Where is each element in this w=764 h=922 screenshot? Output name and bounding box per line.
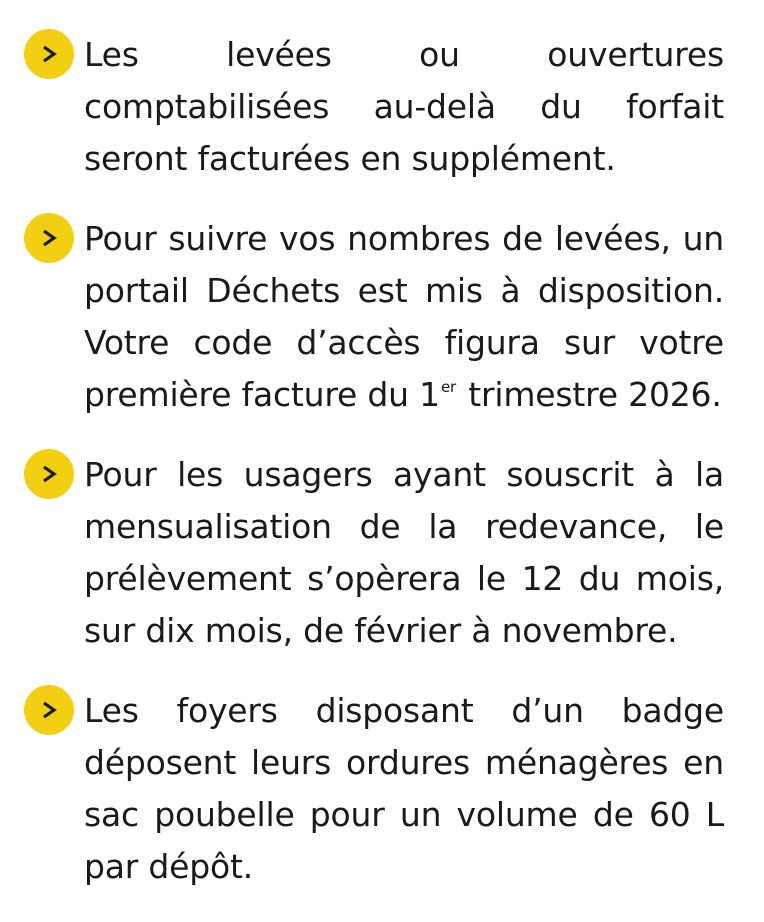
chevron-right-icon [39, 464, 59, 484]
item-text-end: trimestre 2026. [457, 375, 722, 414]
chevron-right-icon [39, 700, 59, 720]
bullet-badge [24, 449, 74, 499]
chevron-right-icon [39, 44, 59, 64]
item-text [84, 213, 724, 421]
item-text: Pour les usagers ayant souscrit à la mensualisation de la redevance, le prélèvement s’opèrera le 12 du mois, sur dix mois, de février à novembre. [84, 455, 724, 650]
ordinal-suffix: er [440, 378, 456, 396]
item-text: Les levées ou ouvertures comptabilisées au-delà du forfait seront facturées en supplément. [84, 35, 724, 178]
item-text: Les foyers disposant d’un badge déposent leurs ordures ménagères en sac poubelle pour un volume de 60 L par dépôt. [84, 691, 724, 886]
chevron-right-icon [39, 228, 59, 248]
item-text-main: Pour suivre vos nombres de levées, un portail Déchets est mis à disposition. Votre code d’accès figura sur votre première facture du 1 [84, 219, 724, 414]
bullet-badge [24, 213, 74, 263]
bullet-badge [24, 685, 74, 735]
bullet-badge [24, 29, 74, 79]
